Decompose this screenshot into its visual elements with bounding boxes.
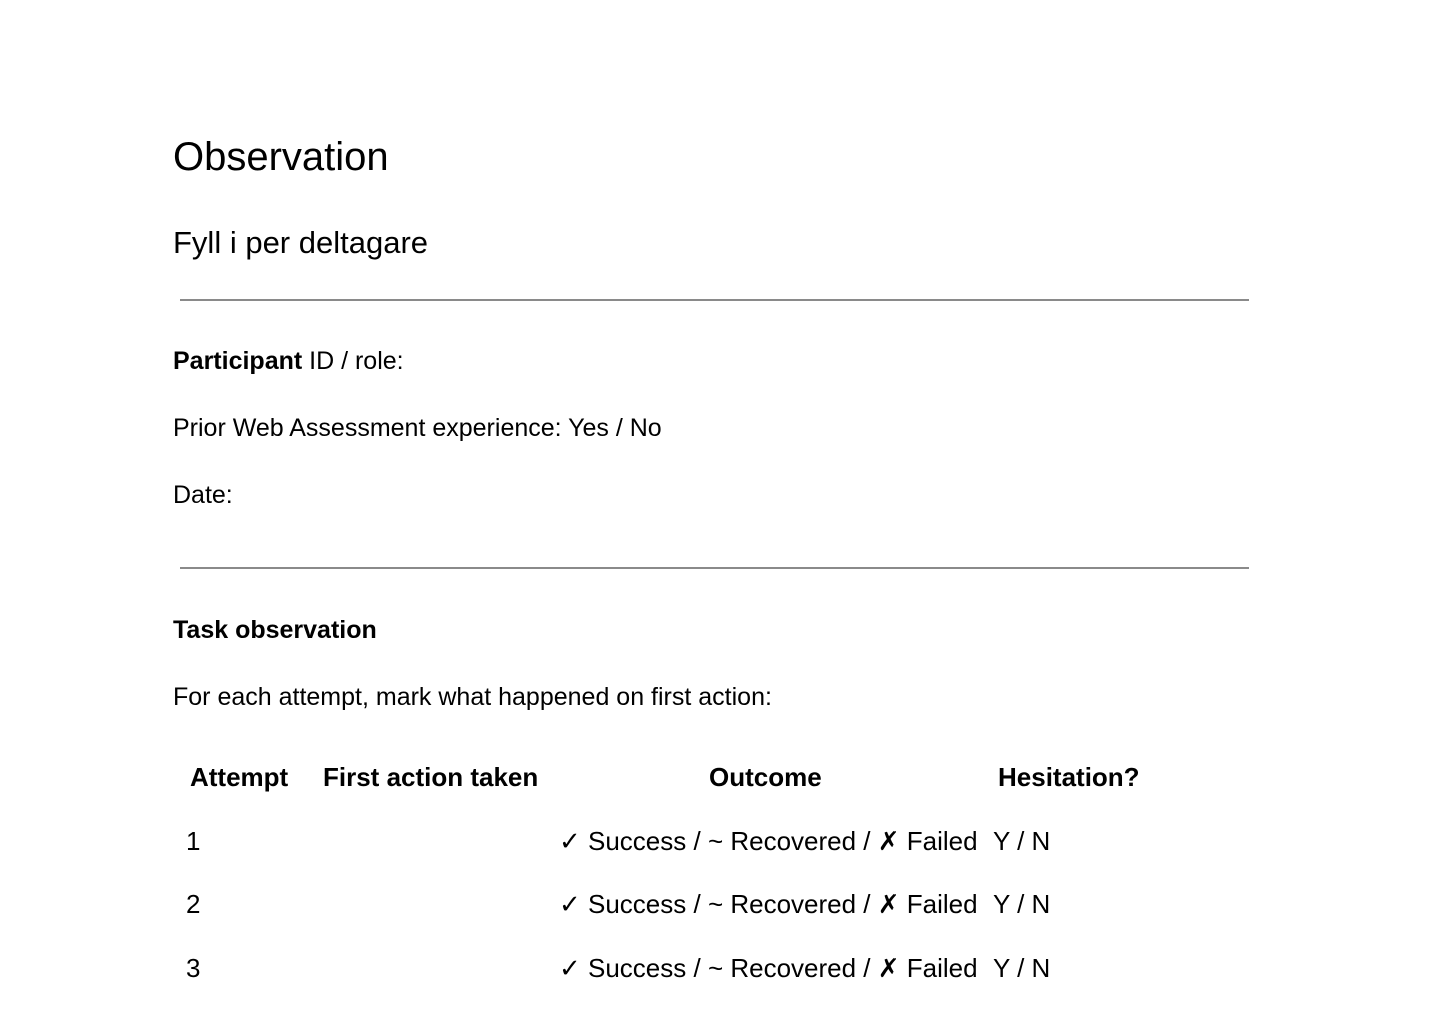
page-subtitle: Fyll i per deltagare	[173, 225, 429, 260]
attempt-number: 3	[186, 953, 201, 983]
prior-experience-field: Prior Web Assessment experience: Yes / No	[173, 414, 662, 442]
participant-id-label-strong: Participant	[173, 347, 303, 375]
outcome-options: ✓ Success / ~ Recovered / ✗ Failed	[559, 953, 978, 983]
attempt-number: 2	[186, 889, 201, 919]
hesitation-options: Y / N	[993, 889, 1051, 919]
hesitation-options: Y / N	[993, 953, 1051, 983]
outcome-options: ✓ Success / ~ Recovered / ✗ Failed	[559, 826, 978, 856]
date-field: Date:	[173, 481, 233, 509]
attempt-number: 1	[186, 826, 201, 856]
hesitation-options: Y / N	[993, 826, 1051, 856]
divider-top	[180, 299, 1249, 301]
participant-id-label-rest: ID / role:	[302, 347, 404, 375]
table-header-hesitation: Hesitation?	[998, 762, 1140, 792]
participant-id-field	[173, 349, 404, 374]
divider-bottom	[180, 567, 1249, 569]
task-instruction: For each attempt, mark what happened on first action:	[173, 683, 772, 711]
table-header-first-action: First action taken	[323, 762, 539, 792]
table-header-outcome: Outcome	[709, 762, 822, 792]
table-header-attempt: Attempt	[190, 762, 289, 792]
outcome-options: ✓ Success / ~ Recovered / ✗ Failed	[559, 889, 978, 919]
page-title: Observation	[173, 135, 389, 179]
task-observation-title: Task observation	[173, 616, 377, 644]
